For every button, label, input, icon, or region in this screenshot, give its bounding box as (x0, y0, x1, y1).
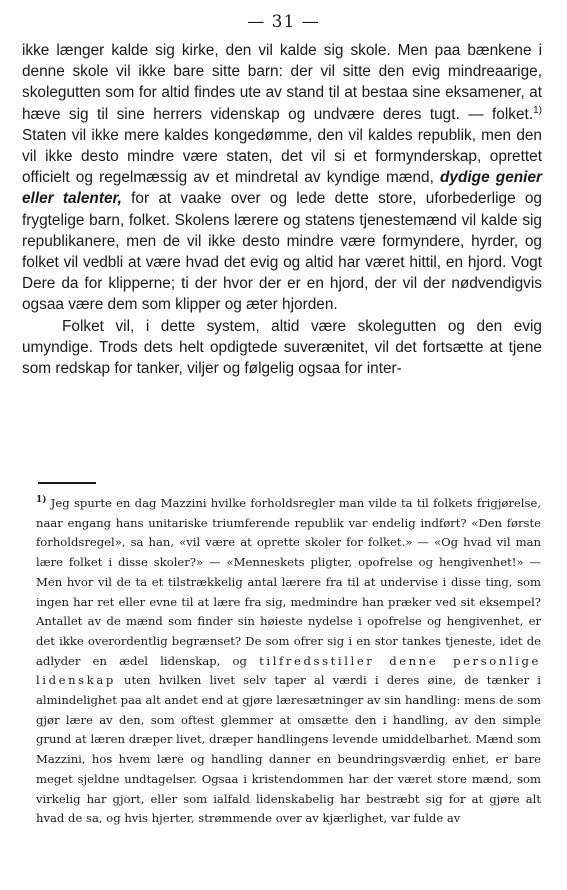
paragraph-1 (22, 40, 542, 316)
footnote (36, 494, 541, 829)
footnote-separator (38, 482, 96, 484)
italic-emphasis: dydige genier eller talenter, (22, 169, 542, 208)
paragraph-1-part-a: ikke længer kalde sig kirke, den vil kalde sig skole. Men paa bænkene i denne skole vil ikke bare sitte barn: der vil sitte den evig mindreaarige, skolegutten som for altid findes ute av stand til at bestaa sine eksamener, at hæve sig til sine herrers videnskap og undvære deres tugt. — folket. (22, 42, 542, 123)
footnote-part-b: uten hvilken livet selv taper al værdi i deres øine, de tænker i almindelighet paa alt andet end at gjøre læresætninger av sin handling: mens de som gjør lære av den, som oftest glemmer at omsætte den i handling, av den simple grund at læren dræper livet, dræper handlingens levende umiddelbarhet. Mænd som Mazzini, hos hvem lære og handling danner en beundringsværdig enhet, er bare meget sjeldne undtagelser. Ogsaa i kristendommen har der været store mænd, som virkelig har gjort, eller som ialfald lidenskabelig har bestræbt sig for at gjøre alt hvad de sa, og hvis hjerter, strømmende over av kjærlighet, var fulde av (36, 673, 541, 826)
main-text (22, 40, 542, 379)
footnote-part-a: Jeg spurte en dag Mazzini hvilke forholdsregler man vilde ta til folkets frigjørelse, naar engang hans unitariske triumferende republik var endelig indført? «Den første forholdsregel», sa han, «vil være at oprette skoler for folket.» — «Og hvad vil man lære folket i disse skoler?» — «Menneskets pligter, opofrelse og hengivenhet!» — Men hvor vil de ta et tilstrækkelig antal lærere fra til at undervise i disse ting, som ingen har ret eller evne til at lære fra sig, medmindre han præker ved sit eksempel? Antallet av de mænd som finder sin høieste nydelse i opofrelse og hengivenhet, er det ikke overordentlig begrænset? De som ofrer sig i en stor tankes tjeneste, idet de adlyder en ædel lidenskap, og (36, 496, 541, 668)
page-number: — 31 — (247, 12, 320, 32)
footnote-spaced-emphasis: tilfredsstiller denne personlige lidenskap (36, 653, 541, 688)
footnote-marker: 1) (36, 495, 47, 506)
paragraph-2: Folket vil, i dette system, altid være skolegutten og den evig umyndige. Trods dets helt opdigtede suverænitet, vil det fortsætte at tjene som redskap for tanker, viljer og følgelig ogsaa for inter- (22, 317, 542, 378)
paragraph-1-part-c: for at vaake over og lede dette store, uforbederlige og frygtelige barn, folket. Skolens lærere og statens tjenestemænd vil kalde sig republikanere, men de vil ikke desto mindre være formyndere, hyrder, og folket vil vedbli at være hvad det evig og altid har været hittil, en hjord. Vogt Dere da for klipperne; ti der hvor der er en hjord, der vil der nødvendigvis ogsaa være dem som klipper og æter hjorden. (22, 190, 542, 314)
paragraph-1-part-b: Staten vil ikke mere kaldes kongedømme, den vil kaldes republik, men den vil ikke desto mindre være staten, det vil si et formynderskap, oprettet officielt og regelmæssig av et mindretal av kyndige mænd, (22, 126, 542, 187)
footnote-reference: 1) (533, 104, 542, 116)
